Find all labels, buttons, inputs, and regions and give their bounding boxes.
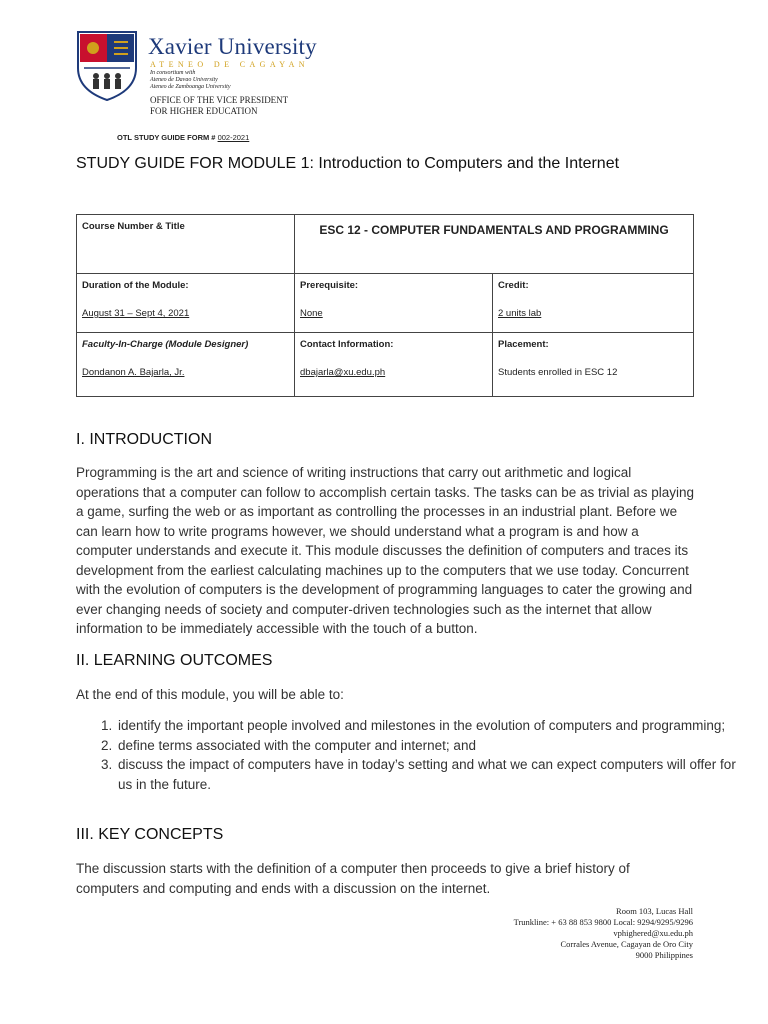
key-concepts-heading: III. KEY CONCEPTS	[76, 826, 224, 843]
form-number	[117, 133, 249, 142]
consortium-line: In consortium with	[150, 70, 196, 76]
duration-label: Duration of the Module:	[82, 280, 189, 291]
footer-line: Room 103, Lucas Hall	[616, 906, 693, 916]
prerequisite-label: Prerequisite:	[300, 280, 359, 291]
university-seal-icon	[74, 28, 140, 102]
consortium-line: Ateneo de Davao University	[150, 77, 218, 83]
office-name	[150, 95, 288, 117]
office-address-footer	[514, 906, 693, 961]
prerequisite-value: None	[300, 308, 323, 319]
list-item: 1. identify the important people involved and milestones in the evolution of computers and programming;	[116, 716, 736, 736]
contact-email-link[interactable]: dbajarla@xu.edu.ph	[300, 367, 386, 378]
placement-cell	[493, 333, 694, 397]
form-number-value: 002-2021	[217, 133, 250, 142]
list-item: 2. define terms associated with the computer and internet; and	[116, 736, 736, 756]
introduction-heading: I. INTRODUCTION	[76, 431, 212, 448]
list-item: 3. discuss the impact of computers have in today’s setting and what we can expect computers will offer for us in the future.	[116, 755, 736, 794]
learning-outcomes-lead: At the end of this module, you will be able to:	[76, 687, 344, 702]
university-subtitle: ATENEO DE CAGAYAN	[150, 60, 309, 69]
footer-line: Corrales Avenue, Cagayan de Oro City	[560, 939, 693, 949]
form-label: OTL STUDY GUIDE FORM #	[117, 133, 218, 142]
contact-label: Contact Information:	[300, 339, 394, 350]
introduction-text: Programming is the art and science of writing instructions that carry out arithmetic and logical operations that a computer can follow to accomplish certain tasks. The tasks can be as trivial as playing a game, surfing the web or as important as controlling the processes in an industrial plant. Before we can learn how to write programs however, we should understand what a program is and how a computer understands and execute it. This module discusses the definition of computers and traces its development from the earliest calculating machines up to the computers that we use today. Concurrent with the evolution of computers is the development of programming languages to cater the growing and ever changing needs of society and computer-driven technologies such as the internet that allow information to be immediately accessible with the touch of a button.	[76, 465, 695, 636]
faculty-cell	[77, 333, 295, 397]
course-label: Course Number & Title	[82, 221, 185, 232]
duration-cell	[77, 274, 295, 333]
placement-value: Students enrolled in ESC 12	[498, 367, 618, 378]
learning-outcomes-list	[76, 716, 736, 794]
consortium-note	[150, 70, 230, 91]
learning-outcomes-heading: II. LEARNING OUTCOMES	[76, 652, 273, 669]
faculty-value: Dondanon A. Bajarla, Jr.	[82, 367, 185, 378]
faculty-label: Faculty-In-Charge (Module Designer)	[82, 339, 249, 350]
prerequisite-cell	[295, 274, 493, 333]
credit-value: 2 units lab	[498, 308, 542, 319]
contact-cell	[295, 333, 493, 397]
table-row	[77, 215, 694, 274]
footer-line: Trunkline: + 63 88 853 9800 Local: 9294/9295/9296	[513, 917, 693, 927]
office-line: OFFICE OF THE VICE PRESIDENT	[150, 95, 289, 105]
course-label-cell	[77, 215, 295, 274]
credit-label: Credit:	[498, 280, 529, 291]
course-title: ESC 12 - COMPUTER FUNDAMENTALS AND PROGRAMMING	[295, 215, 694, 274]
table-row	[77, 274, 694, 333]
consortium-line: Ateneo de Zamboanga University	[150, 84, 231, 90]
office-line: FOR HIGHER EDUCATION	[150, 106, 258, 116]
footer-email[interactable]: vphighered@xu.edu.ph	[613, 928, 693, 938]
table-row	[77, 333, 694, 397]
university-name: Xavier University	[148, 34, 317, 59]
duration-value: August 31 – Sept 4, 2021	[82, 308, 190, 319]
placement-label: Placement:	[498, 339, 549, 350]
footer-line: 9000 Philippines	[635, 950, 693, 960]
credit-cell	[493, 274, 694, 333]
course-info-table	[76, 214, 694, 397]
letterhead	[74, 28, 374, 128]
key-concepts-text: The discussion starts with the definition of a computer then proceeds to give a brief history of computers and computing and ends with a discussion on the internet.	[76, 861, 630, 896]
page-title: STUDY GUIDE FOR MODULE 1: Introduction to Computers and the Internet	[76, 155, 620, 172]
